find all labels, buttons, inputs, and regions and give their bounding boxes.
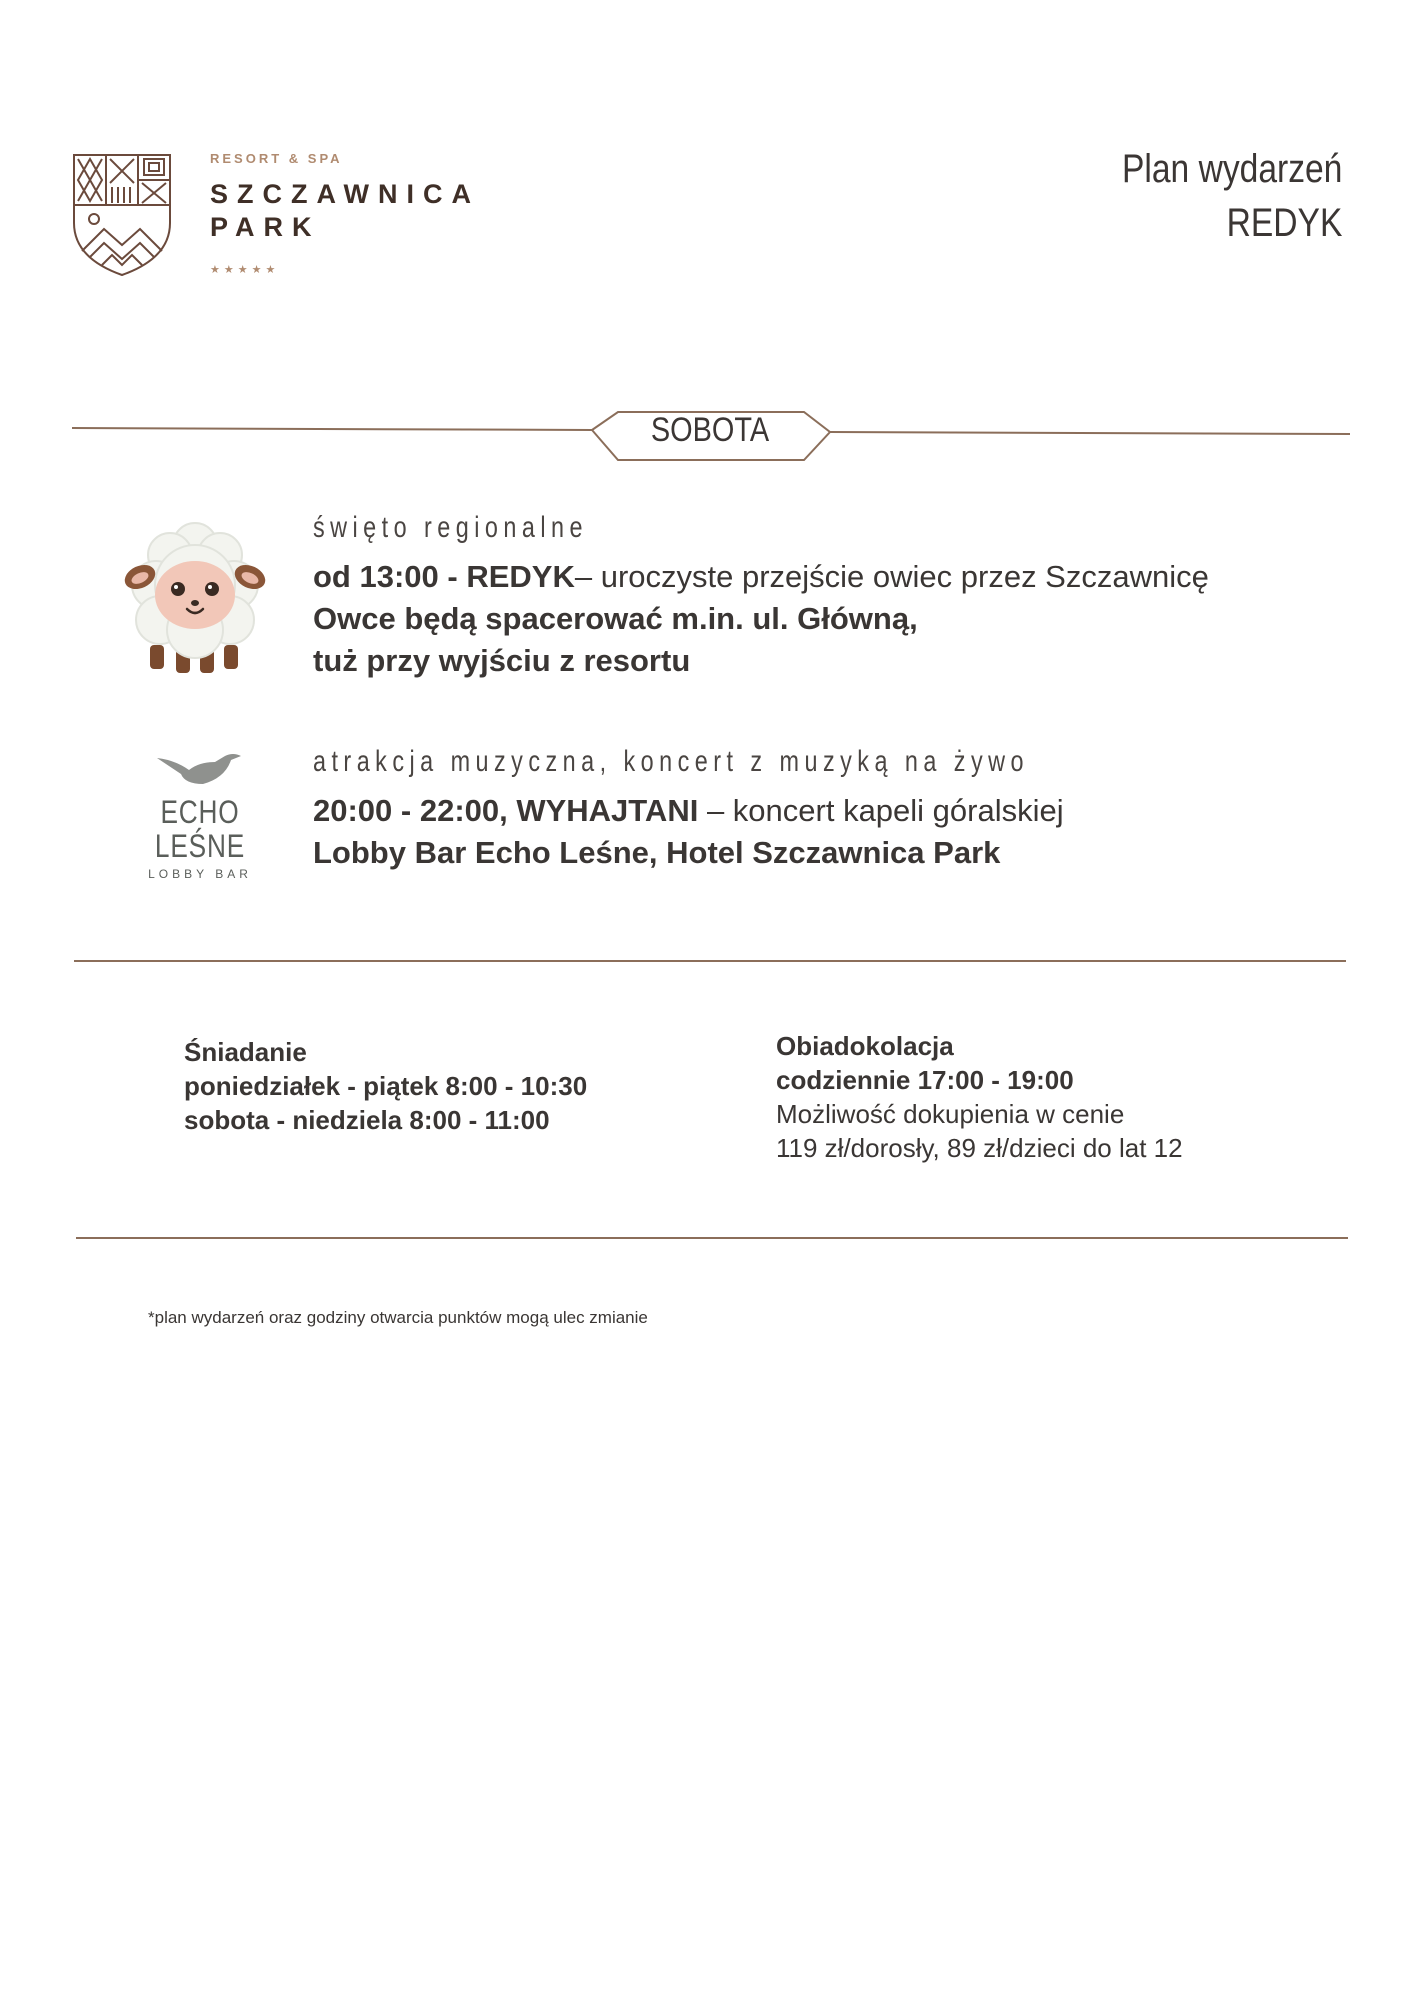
brand-name-line2: PARK bbox=[210, 212, 321, 242]
breakfast-title: Śniadanie bbox=[184, 1037, 307, 1067]
title-line-1: Plan wydarzeń bbox=[1121, 147, 1342, 191]
event-2-category: atrakcja muzyczna, koncert z muzyką na żywo bbox=[313, 745, 1029, 778]
dinner-prices: 119 zł/dorosły, 89 zł/dzieci do lat 12 bbox=[776, 1133, 1183, 1163]
breakfast-weekend: sobota - niedziela 8:00 - 11:00 bbox=[184, 1105, 550, 1135]
bird-icon bbox=[155, 750, 245, 790]
brand-stars: ★★★★★ bbox=[210, 264, 280, 276]
echo-lesne-logo bbox=[110, 750, 290, 881]
page-title bbox=[1122, 142, 1342, 250]
dinner-info bbox=[776, 1029, 1183, 1165]
brand-tagline: RESORT & SPA bbox=[210, 151, 343, 166]
brand-name-line1: SZCZAWNICA bbox=[210, 179, 480, 209]
event-1-time-title: od 13:00 - REDYK bbox=[313, 559, 575, 594]
resort-logo-icon bbox=[72, 153, 172, 278]
event-1-description: – uroczyste przejście owiec przez Szczawnicę bbox=[574, 559, 1209, 594]
brand-name bbox=[210, 178, 480, 244]
dinner-purchase-note: Możliwość dokupienia w cenie bbox=[776, 1099, 1125, 1129]
echo-lesne-subtitle: LOBBY BAR bbox=[148, 867, 252, 881]
event-1-detail-1: Owce będą spacerować m.in. ul. Główną, bbox=[313, 601, 918, 636]
event-2-location: Lobby Bar Echo Leśne, Hotel Szczawnica Park bbox=[313, 835, 1001, 870]
echo-lesne-name: ECHO LEŚNE bbox=[154, 794, 246, 864]
sheep-icon bbox=[120, 515, 270, 685]
dinner-title: Obiadokolacja bbox=[776, 1031, 954, 1061]
footnote: *plan wydarzeń oraz godziny otwarcia punktów mogą ulec zmianie bbox=[148, 1308, 648, 1327]
event-1-detail-2: tuż przy wyjściu z resortu bbox=[313, 643, 691, 678]
divider-bottom bbox=[76, 1237, 1348, 1239]
divider-top bbox=[74, 960, 1346, 962]
event-2-headline bbox=[313, 790, 1064, 832]
event-2-time-title: 20:00 - 22:00, WYHAJTANI bbox=[313, 793, 699, 828]
event-2-description: – koncert kapeli góralskiej bbox=[698, 793, 1064, 828]
breakfast-weekdays: poniedziałek - piątek 8:00 - 10:30 bbox=[184, 1071, 588, 1101]
breakfast-info bbox=[184, 1035, 587, 1137]
day-label: SOBOTA bbox=[650, 411, 770, 449]
title-line-2: REDYK bbox=[1226, 201, 1342, 245]
event-1-category: święto regionalne bbox=[313, 511, 588, 544]
event-1-headline bbox=[313, 556, 1209, 598]
dinner-hours: codziennie 17:00 - 19:00 bbox=[776, 1065, 1074, 1095]
